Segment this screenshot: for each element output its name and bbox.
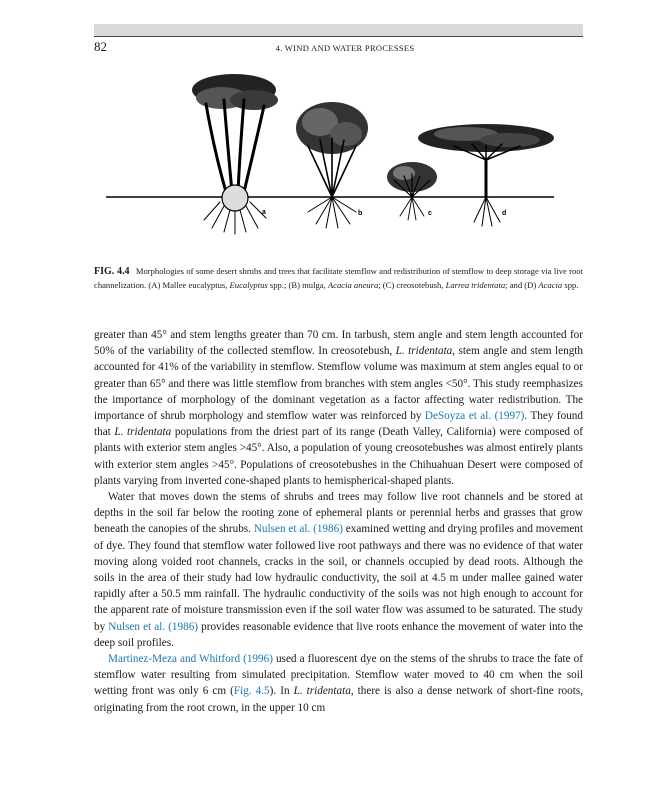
plant-morphology-illustration [94, 60, 583, 240]
citation-link-nulsen[interactable]: Nulsen et al. (1986) [108, 620, 199, 633]
caption-text: spp. [562, 279, 579, 290]
header-bar [94, 24, 583, 36]
paragraph-2 [94, 489, 583, 651]
running-head: 4. WIND AND WATER PROCESSES [275, 43, 415, 53]
text-run: . They found that [94, 410, 583, 439]
text-run: Water that moves down the stems of shrubs and trees may follow live root channels and be stored at depths in the soil far below the rooting zone of ephemeral plants or perennial herbs and grasses that grow beneath the canopies of the shrubs. [94, 491, 583, 536]
caption-italic: Acacia [538, 279, 563, 290]
figure-label: FIG. 4.4 [94, 266, 130, 277]
text-run: used a fluorescent dye on the stems of the shrubs to trace the fate of stemflow water resulting from simulated precipitation. Stemflow water moved to 40 cm when the soil wetting front was only 6 cm ( [94, 653, 583, 698]
caption-text: spp.; (B) mulga, [267, 279, 328, 290]
paragraph-3 [94, 651, 583, 716]
citation-link-nulsen[interactable]: Nulsen et al. (1986) [253, 523, 343, 536]
text-run: populations from the driest part of its range (Death Valley, California) were composed of plants with exterior stem angles >45°. Also, a population of young creosotebushes was almost entirely plants with exterior stem angles >45°. Populations of creosotebushes in the Chihuahuan Desert were composed of plants varying from inverted cone-shaped plants to hemispherical-shaped plants. [94, 426, 583, 487]
figure-4-4 [94, 60, 583, 240]
panel-label-b: b [358, 210, 363, 217]
citation-link-desoyza[interactable]: DeSoyza et al. (1997) [424, 410, 525, 423]
text-run: , stem angle and stem length accounted for 41% of the variability in stemflow. Stemflow volume was maximum at stem angles equal to or greater than 65° and there was little stemflow from branches with stem angles <50°. This study reemphasizes the importance of morphology of the dominant vegetation as a factor affecting water redistribution. The importance of shrub morphology and stemflow water was reinforced by [94, 345, 583, 423]
panel-label-a: a [262, 209, 266, 216]
figure-link-4-5[interactable]: Fig. 4.5 [233, 685, 270, 698]
species-name: L. tridentata [293, 685, 351, 698]
caption-text: ; and (D) [505, 279, 539, 290]
caption-italic: Eucalyptus [229, 279, 268, 290]
panel-label-c: c [428, 210, 432, 217]
caption-text: ; (C) creosotebush, [378, 279, 446, 290]
caption-italic: Larrea tridentata [445, 279, 506, 290]
figure-caption [94, 265, 583, 291]
paragraph-1 [94, 327, 583, 489]
page-number: 82 [94, 39, 107, 54]
caption-text: Morphologies of some desert shrubs and trees that facilitate stemflow and redistribution of stemflow to deep storage via live root channelization. (A) Mallee eucalyptus, [94, 266, 583, 290]
text-run: , there is also a dense network of short-fine roots, originating from the root crown, in the upper 10 cm [94, 685, 583, 714]
body-text [94, 327, 583, 716]
text-run: greater than 45° and stem lengths greater than 70 cm. In tarbush, stem angle and stem length accounted for 50% of the variability of the collected stemflow. In creosotebush, [94, 329, 583, 358]
caption-italic: Acacia aneura [327, 279, 379, 290]
text-run: examined wetting and drying profiles and movement of dye. They found that stemflow water followed live root pathways and there was no evidence of that water moving along voided root channels, cracks in the soil, or channels occupied by dead roots. Although the soils in the area of their study had low hydraulic conductivity, the soil at 4.5 m under mallee gained water rapidly after a 50.5 mm rainfall. The hydraulic conductivity of the soils was not high enough to account for the apparent rate of moisture transmission even if the soil water flow was assumed to be saturated. The study by [94, 523, 584, 633]
header-rule [94, 36, 583, 37]
panel-label-d: d [502, 210, 507, 217]
text-run: provides reasonable evidence that live roots enhance the movement of water into the deep soil profiles. [94, 620, 584, 649]
tree-d-acacia [418, 124, 554, 226]
species-name: L. tridentata [114, 426, 172, 439]
citation-link-martinez-meza[interactable]: Martinez-Meza and Whitford (1996) [108, 653, 273, 666]
text-run: ). In [269, 685, 294, 698]
species-name: L. tridentata [395, 345, 453, 358]
